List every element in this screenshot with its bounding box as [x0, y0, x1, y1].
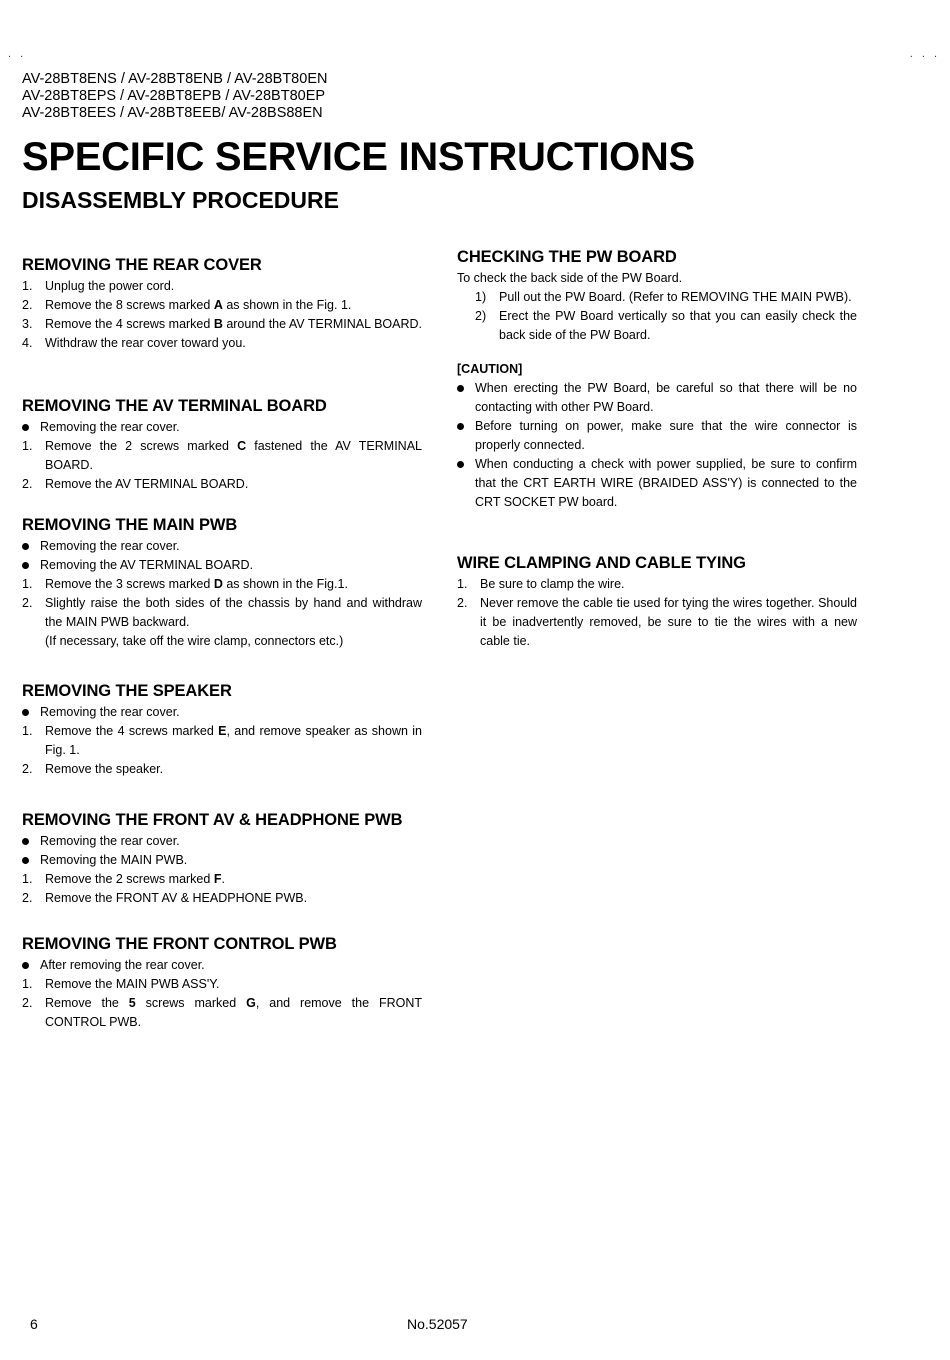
step: 2. Remove the AV TERMINAL BOARD. — [22, 477, 249, 491]
step: 3. Remove the 4 screws marked B around the AV TERMINAL BOARD. — [22, 317, 423, 331]
section-heading: REMOVING THE AV TERMINAL BOARD — [22, 397, 327, 415]
prerequisite: Removing the rear cover. — [22, 703, 422, 722]
section-heading: REMOVING THE SPEAKER — [22, 682, 232, 700]
step: 1. Remove the 3 screws marked D as shown in the Fig.1. — [22, 577, 348, 591]
section-main-pwb — [22, 515, 422, 651]
step: 1) Pull out the PW Board. (Refer to REMOVING THE MAIN PWB). — [475, 290, 852, 304]
caution-item: Before turning on power, make sure that the wire connector is properly connected. — [457, 417, 857, 455]
section-av-terminal — [22, 396, 422, 494]
step: 2. Slightly raise the both sides of the chassis by hand and withdraw the MAIN PWB backward. — [22, 596, 422, 629]
prerequisite: Removing the rear cover. — [22, 832, 422, 851]
bullet-icon — [22, 838, 29, 845]
section-heading: REMOVING THE FRONT CONTROL PWB — [22, 935, 337, 953]
section-wire-clamping — [457, 553, 857, 651]
bullet-icon — [22, 562, 29, 569]
bullet-icon — [22, 709, 29, 716]
corner-mark-right: . . . — [909, 48, 940, 60]
step: 2) Erect the PW Board vertically so that you can easily check the back side of the PW Board. — [475, 309, 857, 342]
corner-mark-left: . . — [8, 48, 27, 60]
section-heading: REMOVING THE REAR COVER — [22, 256, 262, 274]
step: 1. Remove the MAIN PWB ASS'Y. — [22, 977, 220, 991]
page-title: SPECIFIC SERVICE INSTRUCTIONS — [22, 135, 695, 179]
caution-item: When conducting a check with power supplied, be sure to confirm that the CRT EARTH WIRE (BRAIDED ASS'Y) is connected to the CRT SOCKET PW board. — [457, 455, 857, 512]
step: 1. Unplug the power cord. — [22, 279, 175, 293]
step: 2. Remove the FRONT AV & HEADPHONE PWB. — [22, 891, 308, 905]
prerequisite: Removing the rear cover. — [22, 537, 422, 556]
section-heading: REMOVING THE FRONT AV & HEADPHONE PWB — [22, 811, 403, 829]
bullet-icon — [22, 962, 29, 969]
bullet-icon — [457, 385, 464, 392]
bullet-icon — [22, 424, 29, 431]
prerequisite: After removing the rear cover. — [22, 956, 422, 975]
bullet-icon — [457, 461, 464, 468]
section-heading: CHECKING THE PW BOARD — [457, 248, 677, 266]
step: 1. Remove the 4 screws marked E, and remove speaker as shown in Fig. 1. — [22, 724, 422, 757]
page-number: 6 — [30, 1316, 38, 1332]
step: 2. Never remove the cable tie used for tying the wires together. Should it be inadvertently removed, be sure to tie the wires with a new cable tie. — [457, 596, 857, 648]
section-speaker — [22, 681, 422, 779]
section-heading: WIRE CLAMPING AND CABLE TYING — [457, 554, 746, 572]
bullet-icon — [457, 423, 464, 430]
model-line: AV-28BT8EPS / AV-28BT8EPB / AV-28BT80EP — [22, 88, 326, 104]
prerequisite: Removing the AV TERMINAL BOARD. — [22, 556, 422, 575]
section-intro: To check the back side of the PW Board. — [457, 271, 683, 285]
section-pw-board — [457, 247, 857, 512]
step: 1. Remove the 2 screws marked C fastened the AV TERMINAL BOARD. — [22, 439, 423, 472]
section-front-av — [22, 810, 422, 908]
step: 1. Remove the 2 screws marked F. — [22, 872, 225, 886]
page-subtitle: DISASSEMBLY PROCEDURE — [22, 187, 339, 213]
model-list — [22, 71, 327, 122]
step: 4. Withdraw the rear cover toward you. — [22, 336, 246, 350]
bullet-icon — [22, 543, 29, 550]
step: 2. Remove the 5 screws marked G, and remove the FRONT CONTROL PWB. — [22, 996, 422, 1029]
section-heading: REMOVING THE MAIN PWB — [22, 516, 238, 534]
step: 2. Remove the speaker. — [22, 762, 164, 776]
step: 1. Be sure to clamp the wire. — [457, 577, 625, 591]
model-line: AV-28BT8EES / AV-28BT8EEB/ AV-28BS88EN — [22, 105, 323, 121]
step-note: (If necessary, take off the wire clamp, connectors etc.) — [45, 634, 344, 648]
model-line: AV-28BT8ENS / AV-28BT8ENB / AV-28BT80EN — [22, 71, 328, 87]
prerequisite: Removing the MAIN PWB. — [22, 851, 422, 870]
section-rear-cover — [22, 255, 422, 353]
caution-label: [CAUTION] — [457, 362, 523, 376]
section-front-control — [22, 934, 422, 1032]
step: 2. Remove the 8 screws marked A as shown in the Fig. 1. — [22, 298, 352, 312]
document-number: No.52057 — [407, 1316, 468, 1332]
prerequisite: Removing the rear cover. — [22, 418, 422, 437]
bullet-icon — [22, 857, 29, 864]
caution-item: When erecting the PW Board, be careful so that there will be no contacting with other PW Board. — [457, 379, 857, 417]
